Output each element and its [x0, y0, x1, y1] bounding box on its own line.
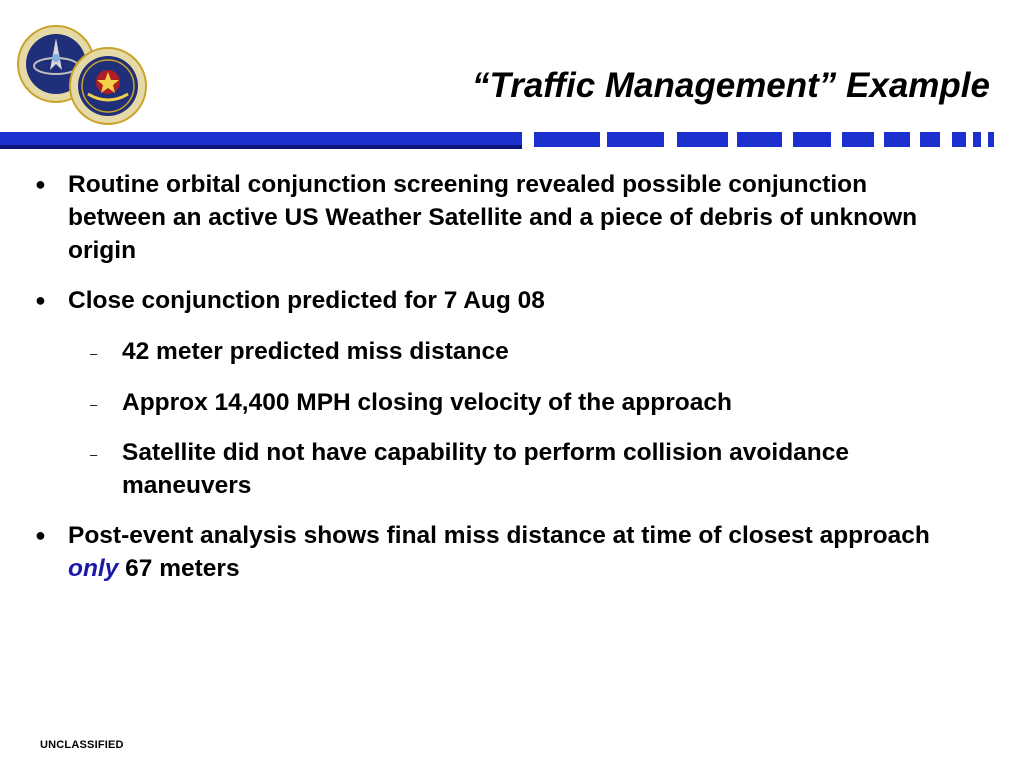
bullet-text: Routine orbital conjunction screening revealed possible conjunction between an active US Weather Satellite and a piece of debris of unknown origin	[68, 171, 918, 264]
bullet-item	[30, 519, 970, 585]
dash-icon: –	[90, 346, 98, 361]
slide-body	[30, 168, 970, 585]
bullet-item	[30, 168, 970, 267]
sub-bullet-text: 42 meter predicted miss distance	[122, 338, 509, 365]
emphasis-text: only	[68, 555, 119, 582]
bullet-dot-icon: ●	[35, 290, 46, 310]
title-divider-bar	[0, 130, 1024, 150]
dash-icon: –	[90, 397, 98, 412]
bullet-text-suffix: 67 meters	[118, 555, 240, 582]
classification-footer: UNCLASSIFIED	[40, 739, 124, 751]
sub-bullet-item	[30, 436, 970, 502]
dash-icon: –	[90, 447, 98, 462]
bullet-text: Post-event analysis shows final miss distance at time of closest approach	[68, 522, 930, 549]
sub-bullet-text: Approx 14,400 MPH closing velocity of the approach	[122, 389, 732, 416]
slide-title: “Traffic Management” Example	[471, 66, 990, 105]
bullet-dot-icon: ●	[35, 174, 46, 194]
fourteenth-air-force-seal-icon	[70, 48, 146, 124]
bullet-item	[30, 284, 970, 317]
sub-bullet-item	[30, 386, 970, 419]
sub-bullet-text: Satellite did not have capability to perform collision avoidance maneuvers	[122, 439, 849, 499]
bullet-text: Close conjunction predicted for 7 Aug 08	[68, 287, 545, 314]
bullet-dot-icon: ●	[35, 525, 46, 545]
sub-bullet-item	[30, 335, 970, 368]
command-logos	[16, 24, 148, 128]
